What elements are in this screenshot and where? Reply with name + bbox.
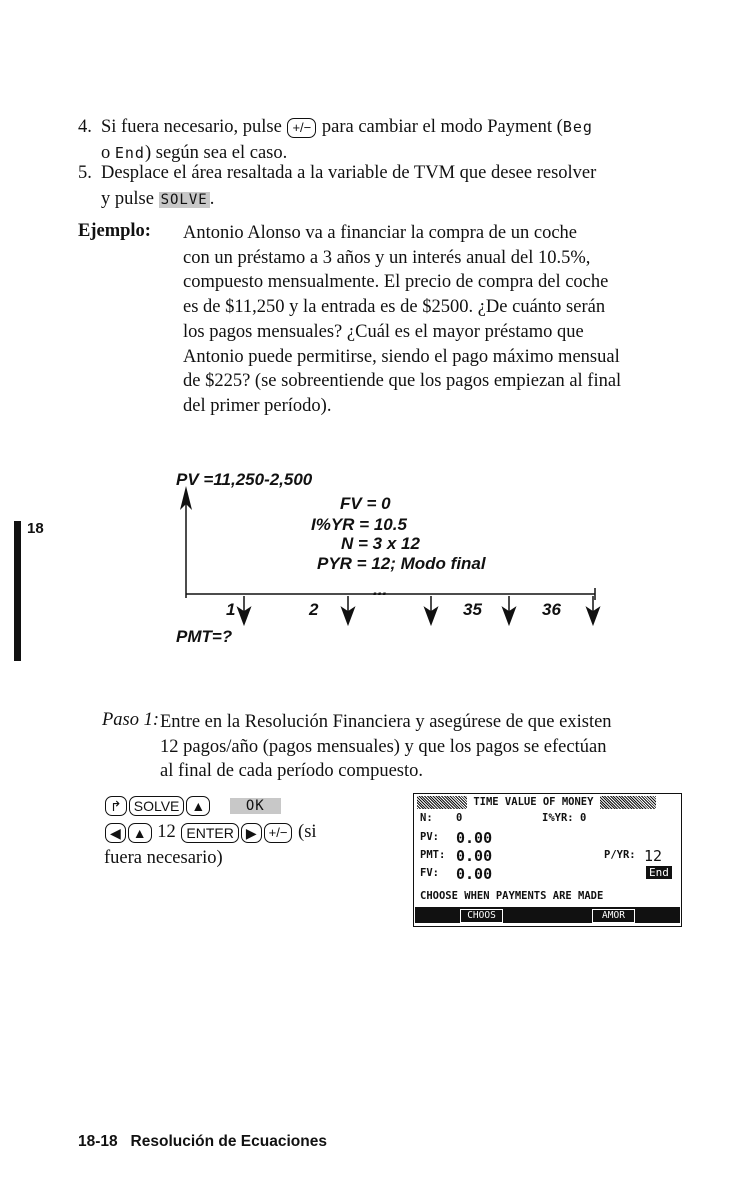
page-footer: 18-18 Resolución de Ecuaciones — [78, 1133, 327, 1150]
screen-title: TIME VALUE OF MONEY — [473, 796, 594, 808]
plus-minus-key: +/− — [264, 823, 293, 843]
fv-label: FV = 0 — [340, 494, 391, 513]
period-label: 35 — [463, 600, 482, 619]
step-4-line-1: Si fuera necesario, pulse +/− para cambiar el modo Payment (Beg — [101, 117, 593, 137]
keystroke-line-2: ◀ ▲ 12 ENTER ▶ +/− (si — [104, 819, 404, 845]
up-arrow-key: ▲ — [128, 823, 152, 843]
plus-minus-key: +/− — [287, 118, 316, 138]
softkey-6 — [636, 909, 679, 923]
period-label: 1 — [226, 600, 236, 619]
example-line: es de $11,250 y la entrada es de $2500. ¿De cuánto serán — [183, 297, 606, 318]
softkey-1 — [416, 909, 459, 923]
beg-menu-label: Beg — [562, 118, 593, 136]
title-pattern-left — [417, 796, 467, 809]
softkey-4 — [548, 909, 591, 923]
pmt-label: PMT=? — [176, 627, 233, 646]
example-line: compuesto mensualmente. El precio de compra del coche — [183, 272, 609, 293]
enter-key: ENTER — [181, 823, 238, 843]
step-5-line-1: Desplace el área resaltada a la variable de TVM que desee resolver — [101, 163, 597, 183]
example-line: los pagos mensuales? ¿Cuál es el mayor préstamo que — [183, 321, 584, 342]
screen-title-bar — [414, 795, 681, 810]
right-shift-key: ↱ — [105, 796, 127, 816]
payment-arrow — [342, 596, 354, 624]
keystroke-sequence — [104, 792, 404, 871]
pyr-label: PYR = 12; Modo final — [317, 554, 486, 573]
solve-menu-label: SOLVE — [160, 192, 208, 208]
softkey-3 — [504, 909, 547, 923]
paso-text — [160, 710, 705, 784]
period-label: 2 — [309, 600, 319, 619]
calculator-screen: TIME VALUE OF MONEY N: 0 I%YR: 0 PV: 0.00 PMT: 0.00 P/YR: 12 FV: 0.00 End CHOOSE WHEN PAYMENTS ARE MADE CHOOS AMOR — [413, 793, 682, 927]
softkey-amor: AMOR — [592, 909, 635, 923]
end-mode-field: End — [646, 866, 672, 879]
step-5-line-2: y pulse SOLVE . — [101, 189, 215, 209]
n-label: N = 3 x 12 — [341, 534, 420, 553]
payment-arrow — [425, 596, 437, 624]
iyr-label: I%YR = 10.5 — [311, 515, 407, 534]
screen-prompt: CHOOSE WHEN PAYMENTS ARE MADE — [420, 890, 604, 902]
payment-arrow — [503, 596, 515, 624]
solve-key: SOLVE — [129, 796, 185, 816]
example-line: Antonio puede permitirse, siendo el pago máximo mensual — [183, 346, 620, 367]
paso-line: Entre en la Resolución Financiera y asegúrese de que existen — [160, 712, 612, 732]
end-menu-label: End — [114, 144, 145, 162]
keystroke-note: fuera necesario) — [104, 848, 223, 868]
up-arrow-key: ▲ — [186, 796, 210, 816]
chapter-tab-number: 18 — [27, 520, 44, 537]
pv-label: PV =11,250-2,500 — [176, 470, 313, 489]
paso-label: Paso 1: — [102, 710, 160, 730]
step-number: 5. — [78, 163, 92, 183]
left-arrow-key: ◀ — [105, 823, 126, 843]
payment-arrow — [587, 596, 599, 624]
keystroke-line-1 — [104, 792, 404, 819]
example-line: Antonio Alonso va a financiar la compra de un coche — [183, 223, 578, 243]
paso-line: al final de cada período compuesto. — [160, 761, 424, 782]
period-label: 36 — [542, 600, 561, 619]
paso-line: 12 pagos/año (pagos mensuales) y que los pagos se efectúan — [160, 736, 607, 757]
example-line: de $225? (se sobreentiende que los pagos empiezan al final — [183, 371, 622, 392]
title-pattern-right — [600, 796, 656, 809]
step-4-line-2: o End) según sea el caso. — [101, 143, 288, 163]
step-number: 4. — [78, 117, 92, 137]
right-arrow-key: ▶ — [241, 823, 262, 843]
example-line: con un préstamo a 3 años y un interés anual del 10.5%, — [183, 247, 591, 268]
example-label: Ejemplo: — [78, 221, 151, 241]
payment-arrow — [238, 596, 250, 624]
softkey-choos: CHOOS — [460, 909, 503, 923]
example-line: del primer período). — [183, 395, 332, 416]
ok-menu-label: OK — [230, 798, 281, 814]
softkey-bar — [415, 907, 680, 923]
ellipsis-label: ... — [373, 580, 388, 599]
